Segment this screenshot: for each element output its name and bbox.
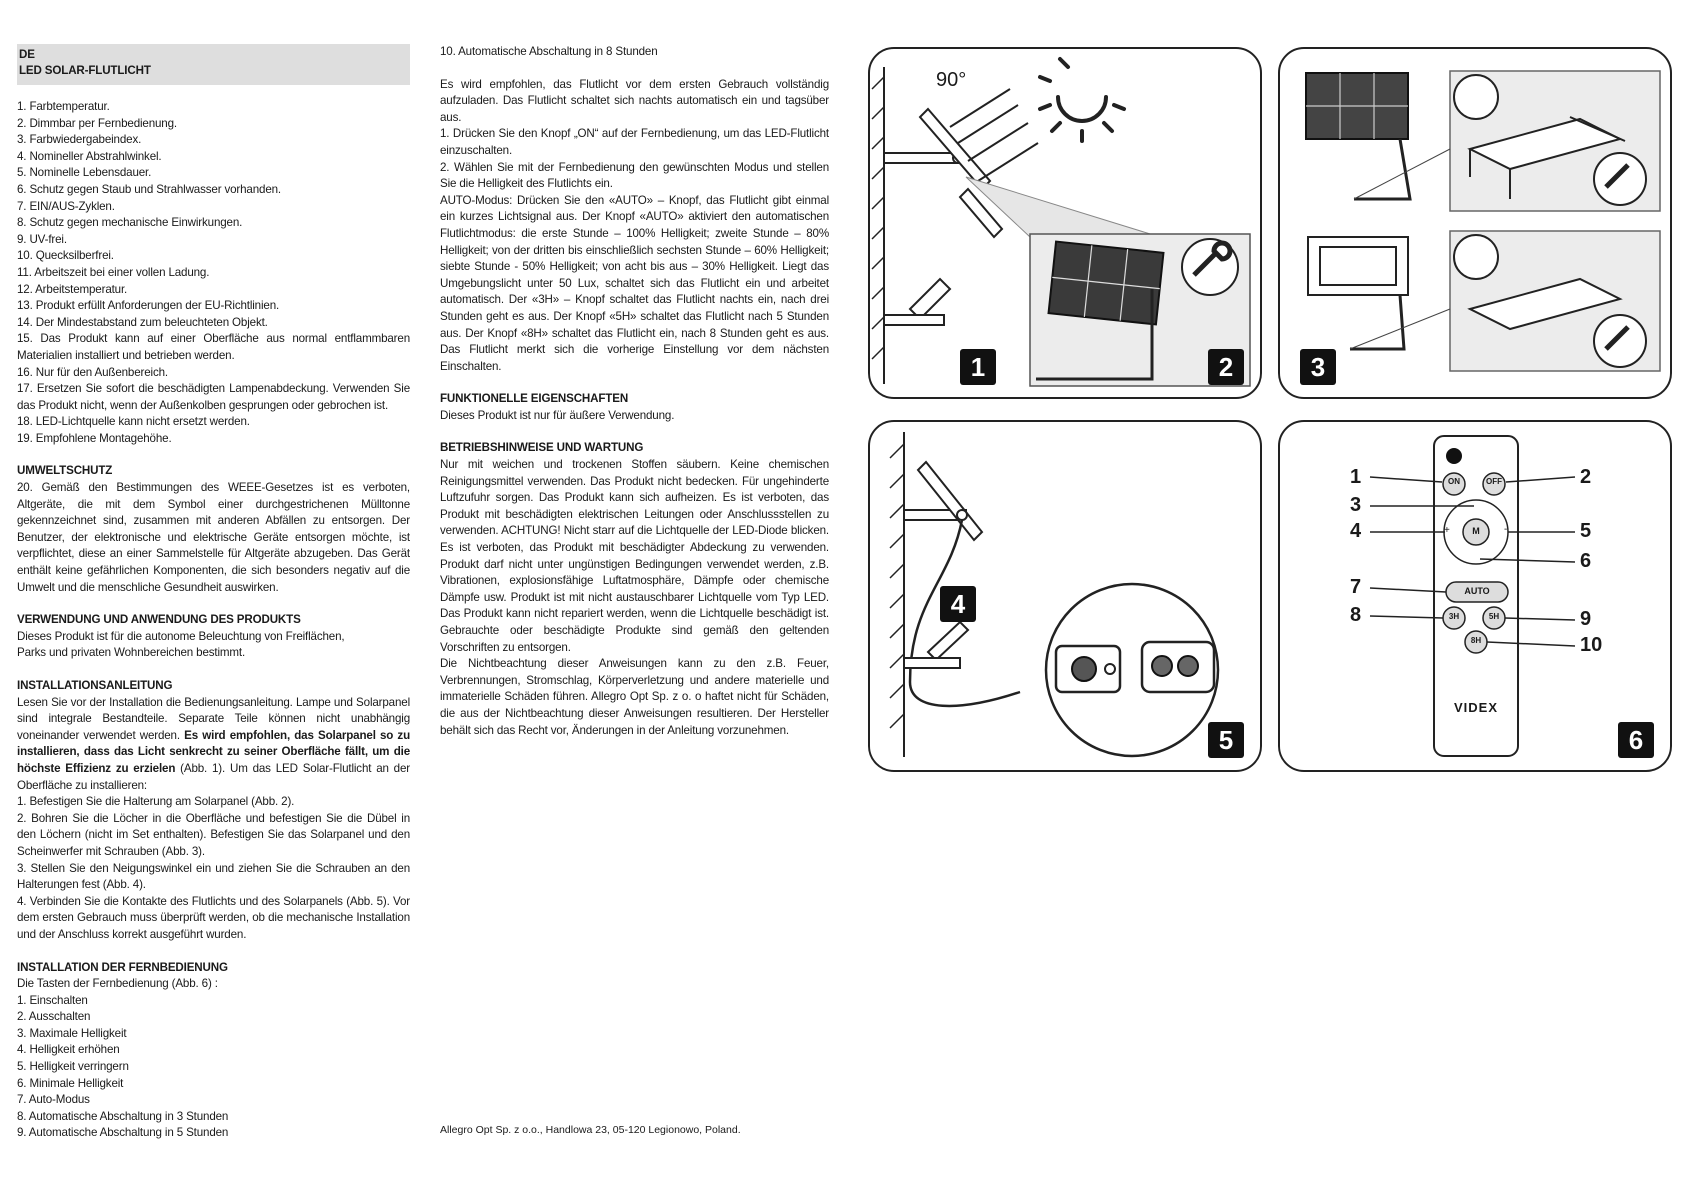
list-item: 2. Dimmbar per Fernbedienung. bbox=[17, 116, 177, 130]
section-title-umwelt: UMWELTSCHUTZ bbox=[17, 464, 113, 478]
list-item: 7. Auto-Modus bbox=[17, 1093, 90, 1107]
installation-intro-end: (Abb. 1). Um das LED Solar-Flutlicht an der Oberfläche zu installieren: bbox=[17, 761, 410, 792]
on-button: ON bbox=[1448, 477, 1460, 486]
figure-panel-6 bbox=[1278, 420, 1672, 772]
callout: 5 bbox=[1580, 520, 1592, 542]
timer-3h-button: 3H bbox=[1448, 612, 1460, 621]
callout: 1 bbox=[1350, 466, 1362, 488]
figure-number-3: 3 bbox=[1300, 349, 1336, 385]
figure-number-4: 4 bbox=[940, 586, 976, 622]
mounting-angle-illustration bbox=[870, 49, 1260, 397]
timer-5h-button: 5H bbox=[1488, 612, 1500, 621]
list-item: 14. Der Mindestabstand zum beleuchteten Objekt. bbox=[17, 315, 268, 329]
list-item: 10. Quecksilberfrei. bbox=[17, 249, 114, 263]
callout: 9 bbox=[1580, 608, 1592, 630]
list-item: 10. Automatische Abschaltung in 8 Stunden bbox=[440, 45, 658, 58]
bracket-mounting-illustration bbox=[1280, 49, 1670, 397]
list-item: 4. Verbinden Sie die Kontakte des Flutlichts und des Solarpanels (Abb. 5). Vor dem ersten Gebrauch muss überprüft werden, ob die mechanische Installation und der Anschluss korrekt ausgeführt wurden. bbox=[17, 894, 410, 941]
list-item: 19. Empfohlene Montagehöhe. bbox=[17, 431, 172, 445]
section-title-fernbedienung: INSTALLATION DER FERNBEDIENUNG bbox=[17, 960, 228, 974]
fernbedienung-intro: Die Tasten der Fernbedienung (Abb. 6) : bbox=[17, 977, 218, 991]
callout: 6 bbox=[1580, 550, 1592, 572]
installation-intro-text: Lesen Sie vor der Installation die Bedienungsanleitung. Lampe und Solarpanel sind integrale Bestandteile. Separate Teile können nicht unabhängig voneinander verwendet werden. bbox=[17, 695, 410, 742]
list-item: 1. Einschalten bbox=[17, 993, 88, 1007]
list-item: 9. UV-frei. bbox=[17, 232, 67, 246]
footer-address: Allegro Opt Sp. z o.o., Handlowa 23, 05-120 Legionowo, Poland. bbox=[440, 1124, 741, 1136]
callout: 3 bbox=[1350, 494, 1362, 516]
callout: 10 bbox=[1580, 634, 1603, 656]
installation-intro bbox=[17, 695, 410, 795]
installation-intro-bold: Es wird empfohlen, das Solarpanel so zu installieren, dass das Licht senkrecht zu seiner Oberfläche fällt, um die höchste Effizienz zu erzielen bbox=[17, 728, 410, 775]
figure-panel-1-2 bbox=[868, 47, 1262, 399]
list-item: 13. Produkt erfüllt Anforderungen der EU-Richtlinien. bbox=[17, 299, 280, 313]
list-item: 4. Nomineller Abstrahlwinkel. bbox=[17, 149, 162, 163]
figure-number-5: 5 bbox=[1208, 722, 1244, 758]
list-item: 8. Automatische Abschaltung in 3 Stunden bbox=[17, 1109, 229, 1123]
figure-number-6: 6 bbox=[1618, 722, 1654, 758]
list-item: 17. Ersetzen Sie sofort die beschädigten Lampenabdeckung. Verwenden Sie das Produkt nicht, wenn der Außenkolben gesprungen oder gebrochen ist. bbox=[17, 382, 410, 412]
figure-number-1: 1 bbox=[960, 349, 996, 385]
page-header bbox=[17, 44, 410, 85]
list-item: 3. Stellen Sie den Neigungswinkel ein und ziehen Sie die Schrauben an den Halterungen fest (Abb. 4). bbox=[17, 861, 410, 892]
column-middle bbox=[440, 44, 829, 739]
list-item: 9. Automatische Abschaltung in 5 Stunden bbox=[17, 1126, 229, 1140]
column-left bbox=[17, 44, 410, 1142]
list-item: 3. Maximale Helligkeit bbox=[17, 1026, 127, 1040]
section-title-betrieb: BETRIEBSHINWEISE UND WARTUNG bbox=[440, 441, 644, 455]
list-item: 1. Farbtemperatur. bbox=[17, 100, 110, 113]
verwendung-line: Parks und privaten Wohnbereichen bestimmt. bbox=[17, 646, 246, 660]
paragraph: AUTO-Modus: Drücken Sie den «AUTO» – Knopf, das Flutlicht gibt einmal ein kurzes Lichtsignal aus. Der Knopf «AUTO» aktiviert den automatischen Flutlichtmodus: die erste Stunde – 100% Helligkeit; zweite Stunde – 80% Helligkeit; von der dritten bis einschließlich sechsten Stunde – 60% Helligkeit; siebte Stunde - 50% Helligkeit; von acht bis aus – 30% Helligkeit. Liegt das Umgebungslicht unter 50 Lux, schaltet sich das Flutlicht ein und arbeitet automatisch. Der «3H» – Knopf schaltet das Flutlicht nachts ein, nach drei Stunden geht es aus. Der Knopf «5H» schaltet das Flutlicht nach 5 Stunden aus. Der Knopf «8H» schaltet das Flutlicht ein, nach 8 Stunden geht es aus. Das Flutlicht merkt sich die vorherige Einstellung vor dem nächsten Einschalten. bbox=[440, 193, 829, 373]
paragraph: 2. Wählen Sie mit der Fernbedienung den gewünschten Modus und stellen Sie die Helligkeit des Flutlichts ein. bbox=[440, 160, 829, 191]
figure-number-2: 2 bbox=[1208, 349, 1244, 385]
list-item: 2. Ausschalten bbox=[17, 1010, 91, 1024]
list-item: 18. LED-Lichtquelle kann nicht ersetzt werden. bbox=[17, 415, 250, 429]
language-code: DE bbox=[19, 48, 35, 61]
spec-list bbox=[17, 99, 410, 447]
plus-button: + bbox=[1444, 525, 1450, 536]
section-title-installation: INSTALLATIONSANLEITUNG bbox=[17, 679, 173, 692]
verwendung-line: Dieses Produkt ist für die autonome Beleuchtung von Freiflächen, bbox=[17, 629, 345, 643]
timer-8h-button: 8H bbox=[1470, 636, 1482, 645]
off-button: OFF bbox=[1486, 477, 1502, 486]
callout: 7 bbox=[1350, 576, 1362, 598]
list-item: 7. EIN/AUS-Zyklen. bbox=[17, 199, 115, 213]
installation-steps bbox=[17, 794, 410, 943]
list-item: 12. Arbeitstemperatur. bbox=[17, 282, 128, 296]
remote-control-illustration bbox=[1280, 422, 1670, 770]
cable-connection-illustration bbox=[870, 422, 1260, 770]
funktion-text: Dieses Produkt ist nur für äußere Verwendung. bbox=[440, 408, 675, 422]
list-item: 4. Helligkeit erhöhen bbox=[17, 1043, 120, 1057]
list-item: 16. Nur für den Außenbereich. bbox=[17, 365, 168, 379]
callout: 2 bbox=[1580, 466, 1592, 488]
brand-logo: VIDEX bbox=[1453, 700, 1498, 715]
remote-key-list bbox=[17, 993, 410, 1142]
list-item: 1. Befestigen Sie die Halterung am Solarpanel (Abb. 2). bbox=[17, 795, 295, 809]
mode-button: M bbox=[1472, 526, 1480, 536]
figure-panel-3 bbox=[1278, 47, 1672, 399]
list-item: 8. Schutz gegen mechanische Einwirkungen. bbox=[17, 216, 243, 230]
list-item: 3. Farbwiedergabeindex. bbox=[17, 133, 142, 147]
section-title-funktion: FUNKTIONELLE EIGENSCHAFTEN bbox=[440, 392, 629, 406]
list-item: 15. Das Produkt kann auf einer Oberfläche aus normal entflammbaren Materialien installiert und betrieben werden. bbox=[17, 332, 410, 362]
list-item: 11. Arbeitszeit bei einer vollen Ladung. bbox=[17, 265, 210, 279]
auto-button: AUTO bbox=[1464, 586, 1490, 596]
callout: 8 bbox=[1350, 604, 1362, 626]
list-item: 6. Schutz gegen Staub und Strahlwasser vorhanden. bbox=[17, 182, 281, 196]
figure-panel-4-5 bbox=[868, 420, 1262, 772]
paragraph: Die Nichtbeachtung dieser Anweisungen kann zu den z.B. Feuer, Verbrennungen, Stromschlag, Körperverletzung und andere materielle und immaterielle Schäden führen. Allegro Opt Sp. z o. o haftet nicht für Schäden, die aus der Nichtbeachtung dieser Anweisungen resultieren. Der Hersteller behält sich das Recht vor, Änderungen in der Anleitung vorzunehmen. bbox=[440, 657, 829, 737]
list-item: 5. Nominelle Lebensdauer. bbox=[17, 166, 152, 180]
umwelt-text: 20. Gemäß den Bestimmungen des WEEE-Gesetzes ist es verboten, Altgeräte, die mit dem Symbol einer durchgestrichenen Mülltonne gekennzeichnet sind, zusammen mit anderen Abfällen zu entsorgen. Der Benutzer, der elektronische und elektrische Geräte entsorgen möchte, ist verpflichtet, diese an einer Sammelstelle für Altgeräte abzugeben. Das Gerät enthält keine gefährlichen Komponenten, die sich besonders negativ auf die Umwelt und die menschliche Gesundheit auswirken. bbox=[17, 481, 410, 594]
minus-button: - bbox=[1504, 524, 1508, 535]
paragraph: Es wird empfohlen, das Flutlicht vor dem ersten Gebrauch vollständig aufzuladen. Das Flutlicht schaltet sich nachts automatisch ein und tagsüber aus. bbox=[440, 77, 829, 124]
angle-label: 90° bbox=[936, 69, 967, 91]
list-item: 6. Minimale Helligkeit bbox=[17, 1076, 124, 1090]
betrieb-text: Nur mit weichen und trockenen Stoffen säubern. Keine chemischen Reinigungsmittel verwenden. Das Produkt nicht bedecken. Für ungehinderte Luftzufuhr sorgen. Das Produkt kann sich aufheizen. Es ist verboten, das Produkt mit beschädigten elektrischen Leitungen oder Anschlussstellen zu verwenden. ACHTUNG! Nicht starr auf die Lichtquelle der LED-Diode blicken. Es ist verboten, das Produkt mit beschädigter Abdeckung zu verwenden. Produkt darf nicht unter ungünstigen Bedingungen verwendet werden, z.B. Vibrationen, explosionsfähige Luftatmosphäre, Dämpfe oder chemische Dämpfe usw. Produkt ist mit nicht austauschbarer Lichtquelle vom Typ LED. Das Produkt kann nicht repariert werden, wenn die Lichtquelle beschädigt ist. Gebrauchte oder beschädigte Produkte sind gemäß den geltenden Vorschriften zu entsorgen. bbox=[440, 458, 829, 654]
section-title-verwendung: VERWENDUNG UND ANWENDUNG DES PRODUKTS bbox=[17, 613, 301, 627]
paragraph: 1. Drücken Sie den Knopf „ON“ auf der Fernbedienung, um das LED-Flutlicht einzuschalten. bbox=[440, 127, 829, 157]
callout: 4 bbox=[1350, 520, 1362, 542]
list-item: 2. Bohren Sie die Löcher in die Oberfläche und befestigen Sie die Dübel in den Löchern (nicht im Set enthalten). Befestigen Sie das Solarpanel und den Scheinwerfer mit Schrauben (Abb. 3). bbox=[17, 811, 410, 858]
page-title: LED SOLAR-FLUTLICHT bbox=[19, 64, 151, 77]
list-item: 5. Helligkeit verringern bbox=[17, 1060, 129, 1074]
